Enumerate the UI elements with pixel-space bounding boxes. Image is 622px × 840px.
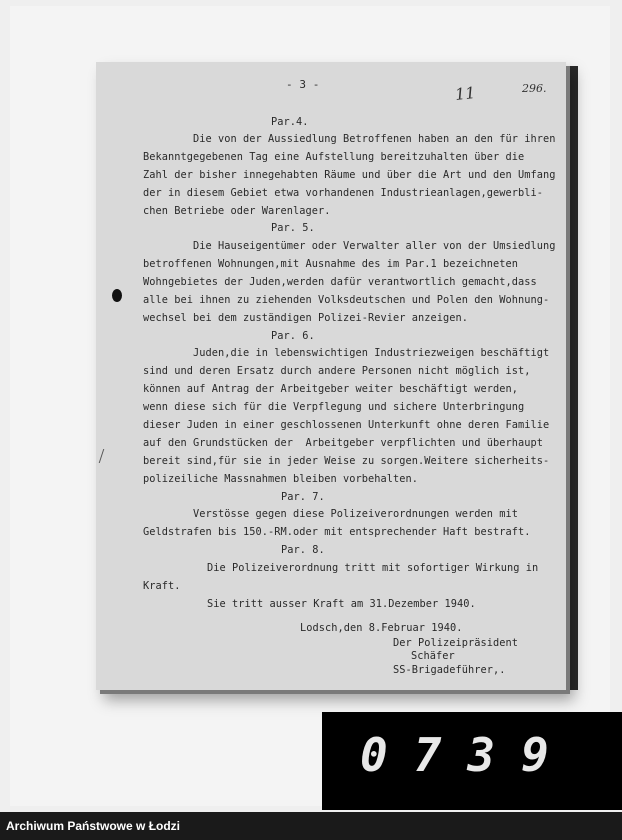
paragraph-heading: Par. 5. (271, 222, 315, 234)
paragraph-heading: Par. 7. (281, 491, 325, 503)
handwritten-folio: 296. (522, 82, 547, 95)
text-line: sind und deren Ersatz durch andere Personen nicht möglich ist, (143, 365, 531, 377)
text-line: chen Betriebe oder Warenlager. (143, 205, 331, 217)
text-line: polizeiliche Massnahmen bleiben vorbehalten. (143, 473, 418, 485)
text-line: Wohngebietes der Juden,werden dafür verantwortlich gemacht,dass (143, 276, 537, 288)
signatory-title: Der Polizeipräsident (393, 637, 518, 649)
punch-hole (112, 289, 122, 302)
text-line: können auf Antrag der Arbeitgeber weiter beschäftigt werden, (143, 383, 518, 395)
text-line: wechsel bei dem zuständigen Polizei-Revier anzeigen. (143, 312, 468, 324)
paper-edge-shadow (566, 66, 578, 690)
text-line: Die Hauseigentümer oder Verwalter aller von der Umsiedlung (193, 240, 556, 252)
handwritten-number: 11 (454, 82, 477, 105)
text-line: Juden,die in lebenswichtigen Industriezweigen beschäftigt (193, 347, 550, 359)
paragraph-heading: Par.4. (271, 116, 309, 128)
text-line: alle bei ihnen zu ziehenden Volksdeutschen und Polen den Wohnung- (143, 294, 550, 306)
text-line: dieser Juden in einer geschlossenen Unterkunft ohne deren Familie (143, 419, 550, 431)
text-line: wenn diese sich für die Verpflegung und sichere Unterbringung (143, 401, 525, 413)
page-marker: - 3 - (286, 78, 320, 91)
text-line: Sie tritt ausser Kraft am 31.Dezember 1940. (207, 598, 476, 610)
signatory-rank: SS-Brigadeführer,. (393, 664, 506, 676)
text-line: Die Polizeiverordnung tritt mit sofortiger Wirkung in (207, 562, 539, 574)
paragraph-heading: Par. 8. (281, 544, 325, 556)
text-line: Kraft. (143, 580, 181, 592)
paragraph-heading: Par. 6. (271, 330, 315, 342)
text-line: Zahl der bisher innegehabten Räume und über die Art und den Umfang (143, 169, 556, 181)
text-line: der in diesem Gebiet etwa vorhandenen Industrieanlagen,gewerbli- (143, 187, 543, 199)
text-line: Die von der Aussiedlung Betroffenen haben an den für ihren (193, 133, 556, 145)
text-line: Bekanntgegebenen Tag eine Aufstellung bereitzuhalten über die (143, 151, 525, 163)
date-line: Lodsch,den 8.Februar 1940. (300, 622, 463, 634)
archive-label: Archiwum Państwowe w Łodzi (6, 819, 181, 833)
frame-number: 0739 (360, 728, 575, 782)
signatory-name: Schäfer (411, 650, 455, 662)
text-line: Verstösse gegen diese Polizeiverordnungen werden mit (193, 508, 518, 520)
text-line: betroffenen Wohnungen,mit Ausnahme des im Par.1 bezeichneten (143, 258, 518, 270)
text-line: bereit sind,für sie in jeder Weise zu sorgen.Weitere sicherheits- (143, 455, 550, 467)
text-line: auf den Grundstücken der Arbeitgeber verpflichten und überhaupt (143, 437, 543, 449)
text-line: Geldstrafen bis 150.-RM.oder mit entsprechender Haft bestraft. (143, 526, 531, 538)
